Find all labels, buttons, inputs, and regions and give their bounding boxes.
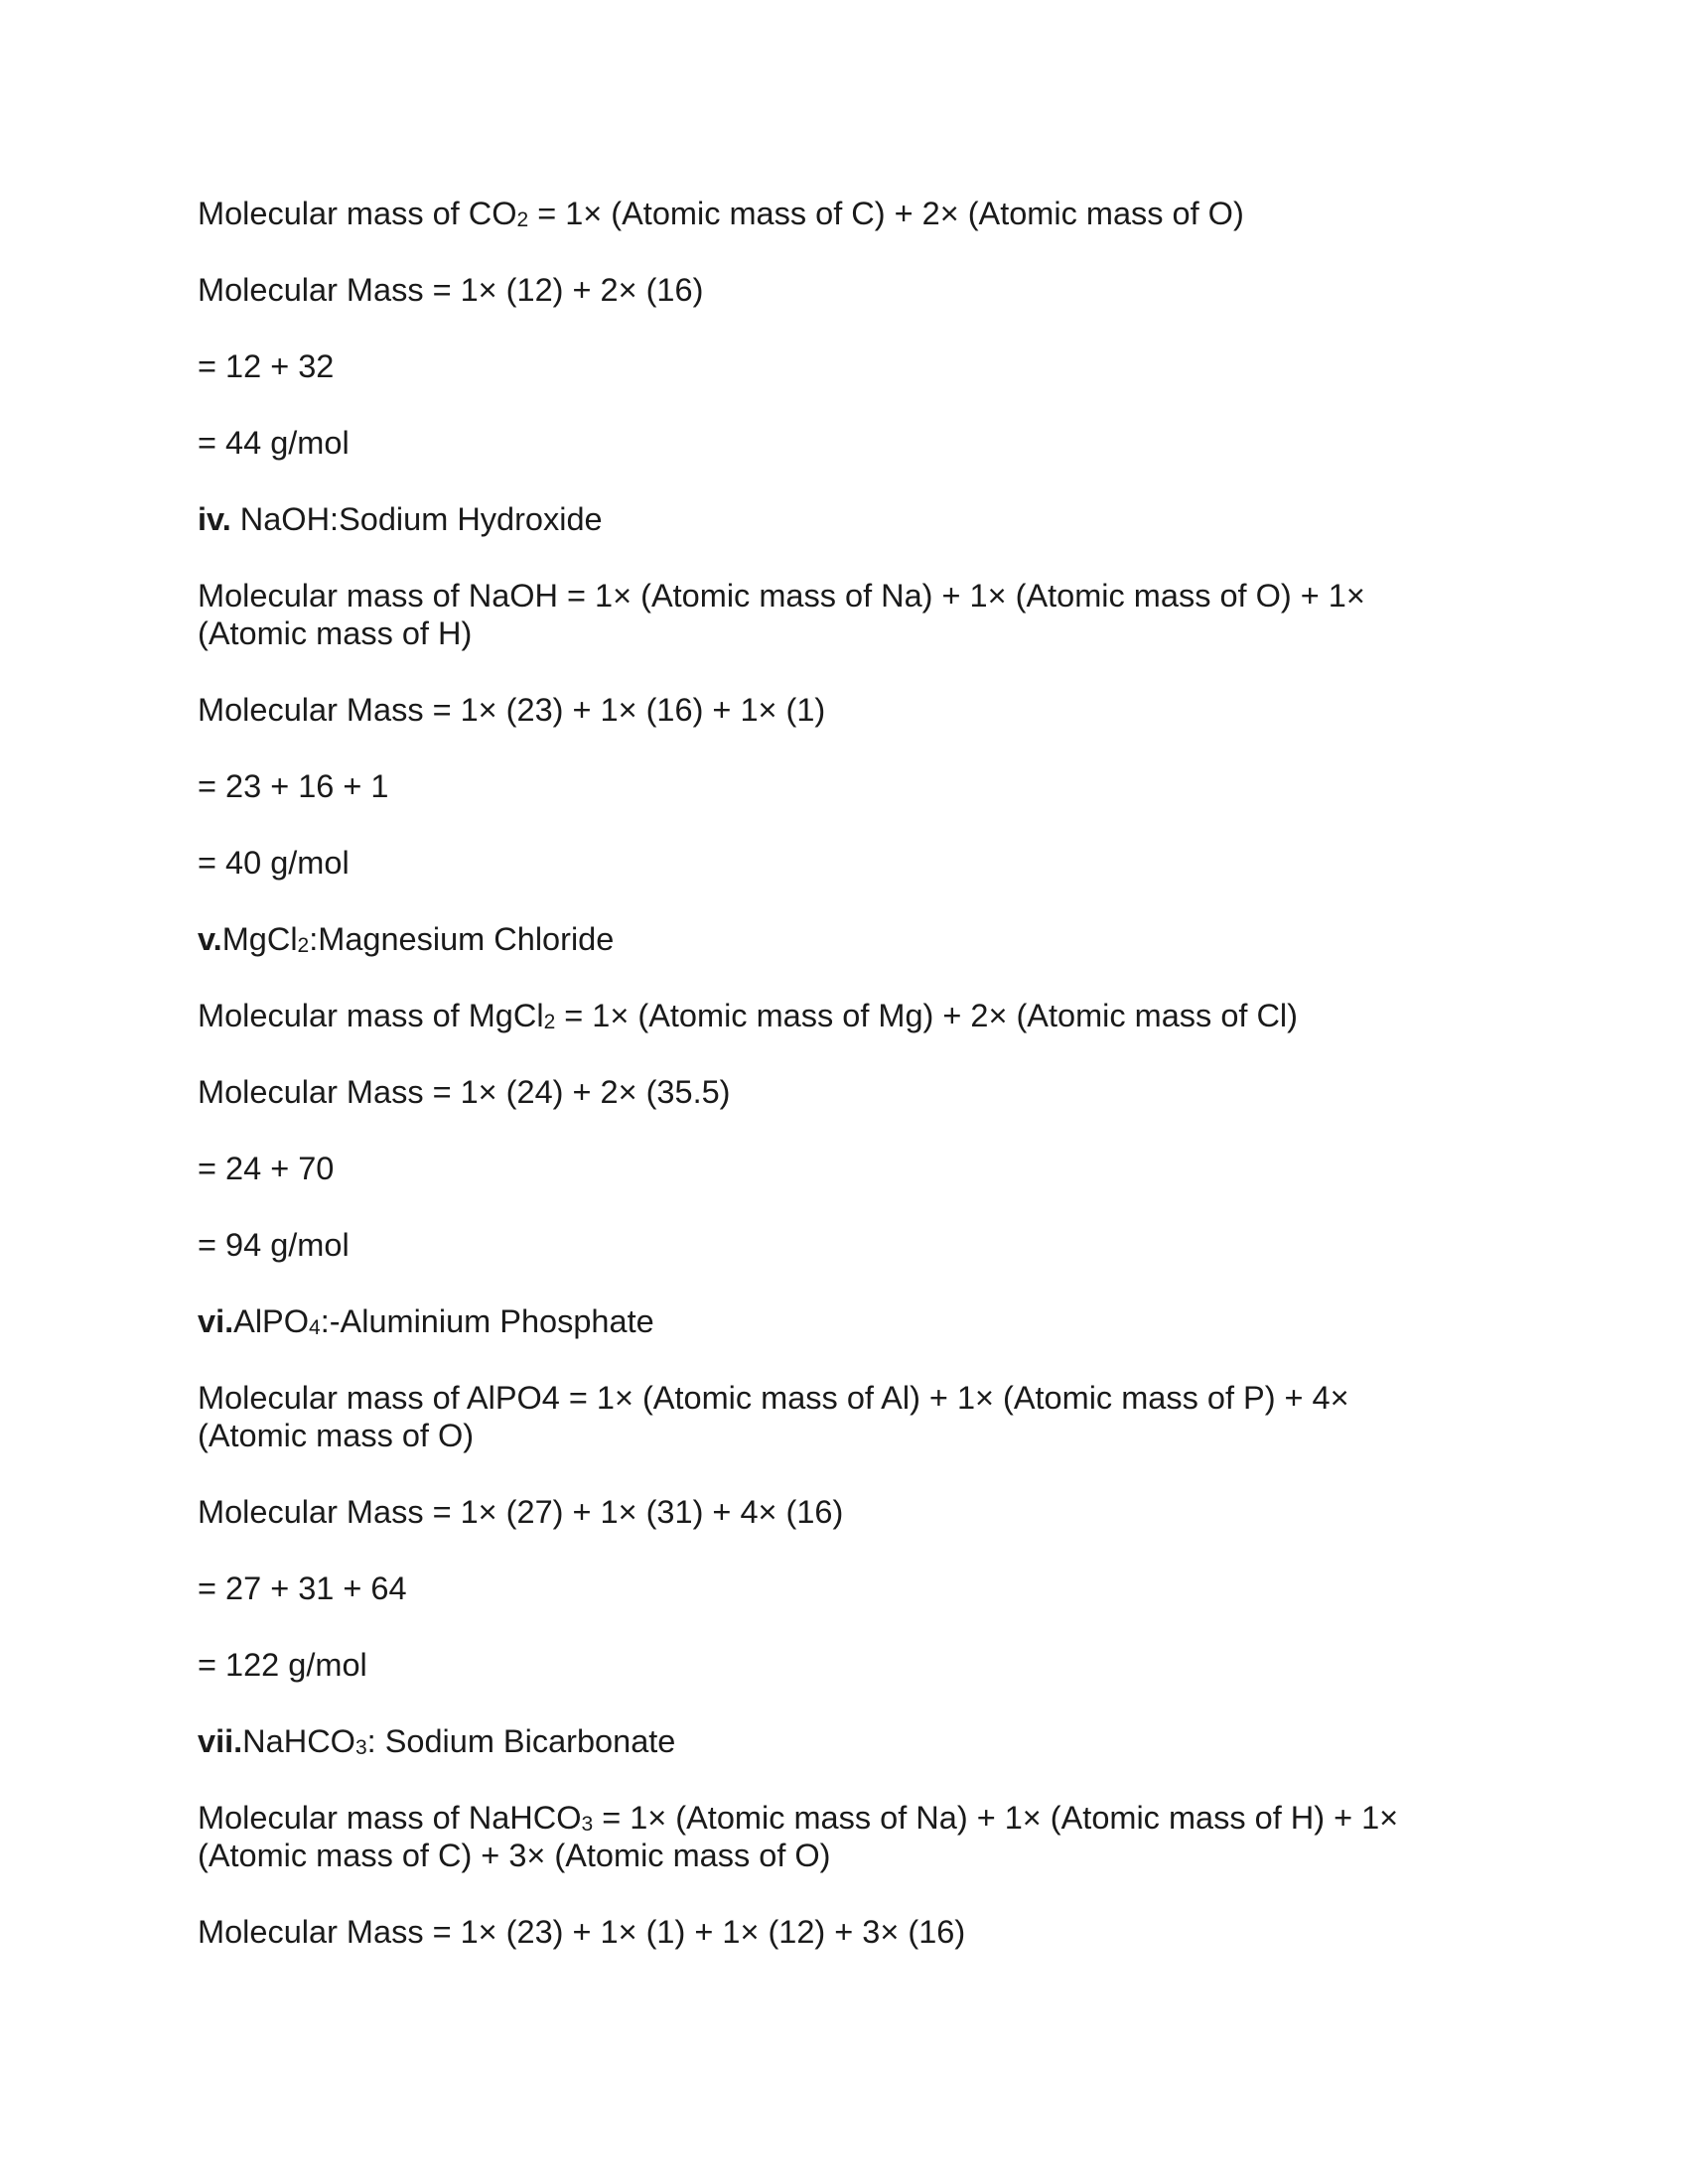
nahco3-subscript: 3 <box>581 1813 594 1836</box>
naoh-result-line: = 40 g/mol <box>198 845 350 881</box>
nahco3-title-rest: : Sodium Bicarbonate <box>366 1723 676 1759</box>
nahco3-title-subscript: 3 <box>354 1736 367 1759</box>
document-page <box>198 195 1488 1989</box>
alpo4-sum-line: = 27 + 31 + 64 <box>198 1570 407 1606</box>
nahco3-title: NaHCO <box>242 1723 355 1759</box>
alpo4-heading <box>198 1302 1488 1340</box>
co2-subscript: 2 <box>516 208 529 231</box>
naoh-sum-line: = 23 + 16 + 1 <box>198 768 389 804</box>
mgcl2-heading <box>198 920 1488 958</box>
mgcl2-substitution-line: Molecular Mass = 1× (24) + 2× (35.5) <box>198 1074 731 1110</box>
co2-formula-line <box>198 195 1488 232</box>
nahco3-heading <box>198 1722 1488 1760</box>
mgcl2-subscript: 2 <box>543 1011 556 1033</box>
co2-formula-text: Molecular mass of CO <box>198 196 517 231</box>
co2-substitution-line: Molecular Mass = 1× (12) + 2× (16) <box>198 272 704 308</box>
naoh-formula-line: Molecular mass of NaOH = 1× (Atomic mass of Na) + 1× (Atomic mass of O) + 1× (Atomic mass of H) <box>198 578 1365 651</box>
co2-formula-rest: = 1× (Atomic mass of C) + 2× (Atomic mass of O) <box>528 196 1244 231</box>
mgcl2-formula-rest: = 1× (Atomic mass of Mg) + 2× (Atomic mass of Cl) <box>555 998 1298 1033</box>
nahco3-item-number: vii. <box>198 1723 243 1759</box>
alpo4-substitution-line: Molecular Mass = 1× (27) + 1× (31) + 4× (16) <box>198 1494 844 1530</box>
mgcl2-title-subscript: 2 <box>297 934 310 957</box>
nahco3-formula-rest: = 1× (Atomic mass of Na) + 1× (Atomic mass of H) + 1× (Atomic mass of C) + 3× (Atomic mass of O) <box>198 1800 1399 1873</box>
alpo4-formula-line: Molecular mass of AlPO4 = 1× (Atomic mass of Al) + 1× (Atomic mass of P) + 4× (Atomic mass of O) <box>198 1380 1349 1453</box>
mgcl2-result-line: = 94 g/mol <box>198 1227 350 1263</box>
nahco3-substitution-line: Molecular Mass = 1× (23) + 1× (1) + 1× (12) + 3× (16) <box>198 1914 966 1950</box>
mgcl2-item-number: v. <box>198 921 222 957</box>
co2-result-line: = 44 g/mol <box>198 425 350 461</box>
naoh-heading <box>198 500 1488 538</box>
alpo4-title-rest: :-Aluminium Phosphate <box>320 1303 654 1339</box>
mgcl2-sum-line: = 24 + 70 <box>198 1151 335 1186</box>
mgcl2-formula-text: Molecular mass of MgCl <box>198 998 544 1033</box>
mgcl2-formula-line <box>198 997 1488 1034</box>
alpo4-title: AlPO <box>233 1303 309 1339</box>
naoh-item-number: iv. <box>198 501 231 537</box>
co2-sum-line: = 12 + 32 <box>198 348 335 384</box>
mgcl2-title-rest: :Magnesium Chloride <box>309 921 615 957</box>
nahco3-formula-line <box>198 1799 1439 1874</box>
alpo4-item-number: vi. <box>198 1303 234 1339</box>
naoh-title: NaOH:Sodium Hydroxide <box>230 501 603 537</box>
alpo4-result-line: = 122 g/mol <box>198 1647 367 1683</box>
alpo4-title-subscript: 4 <box>309 1316 321 1339</box>
naoh-substitution-line: Molecular Mass = 1× (23) + 1× (16) + 1× (1) <box>198 692 826 728</box>
mgcl2-title: MgCl <box>221 921 298 957</box>
nahco3-formula-text: Molecular mass of NaHCO <box>198 1800 582 1836</box>
